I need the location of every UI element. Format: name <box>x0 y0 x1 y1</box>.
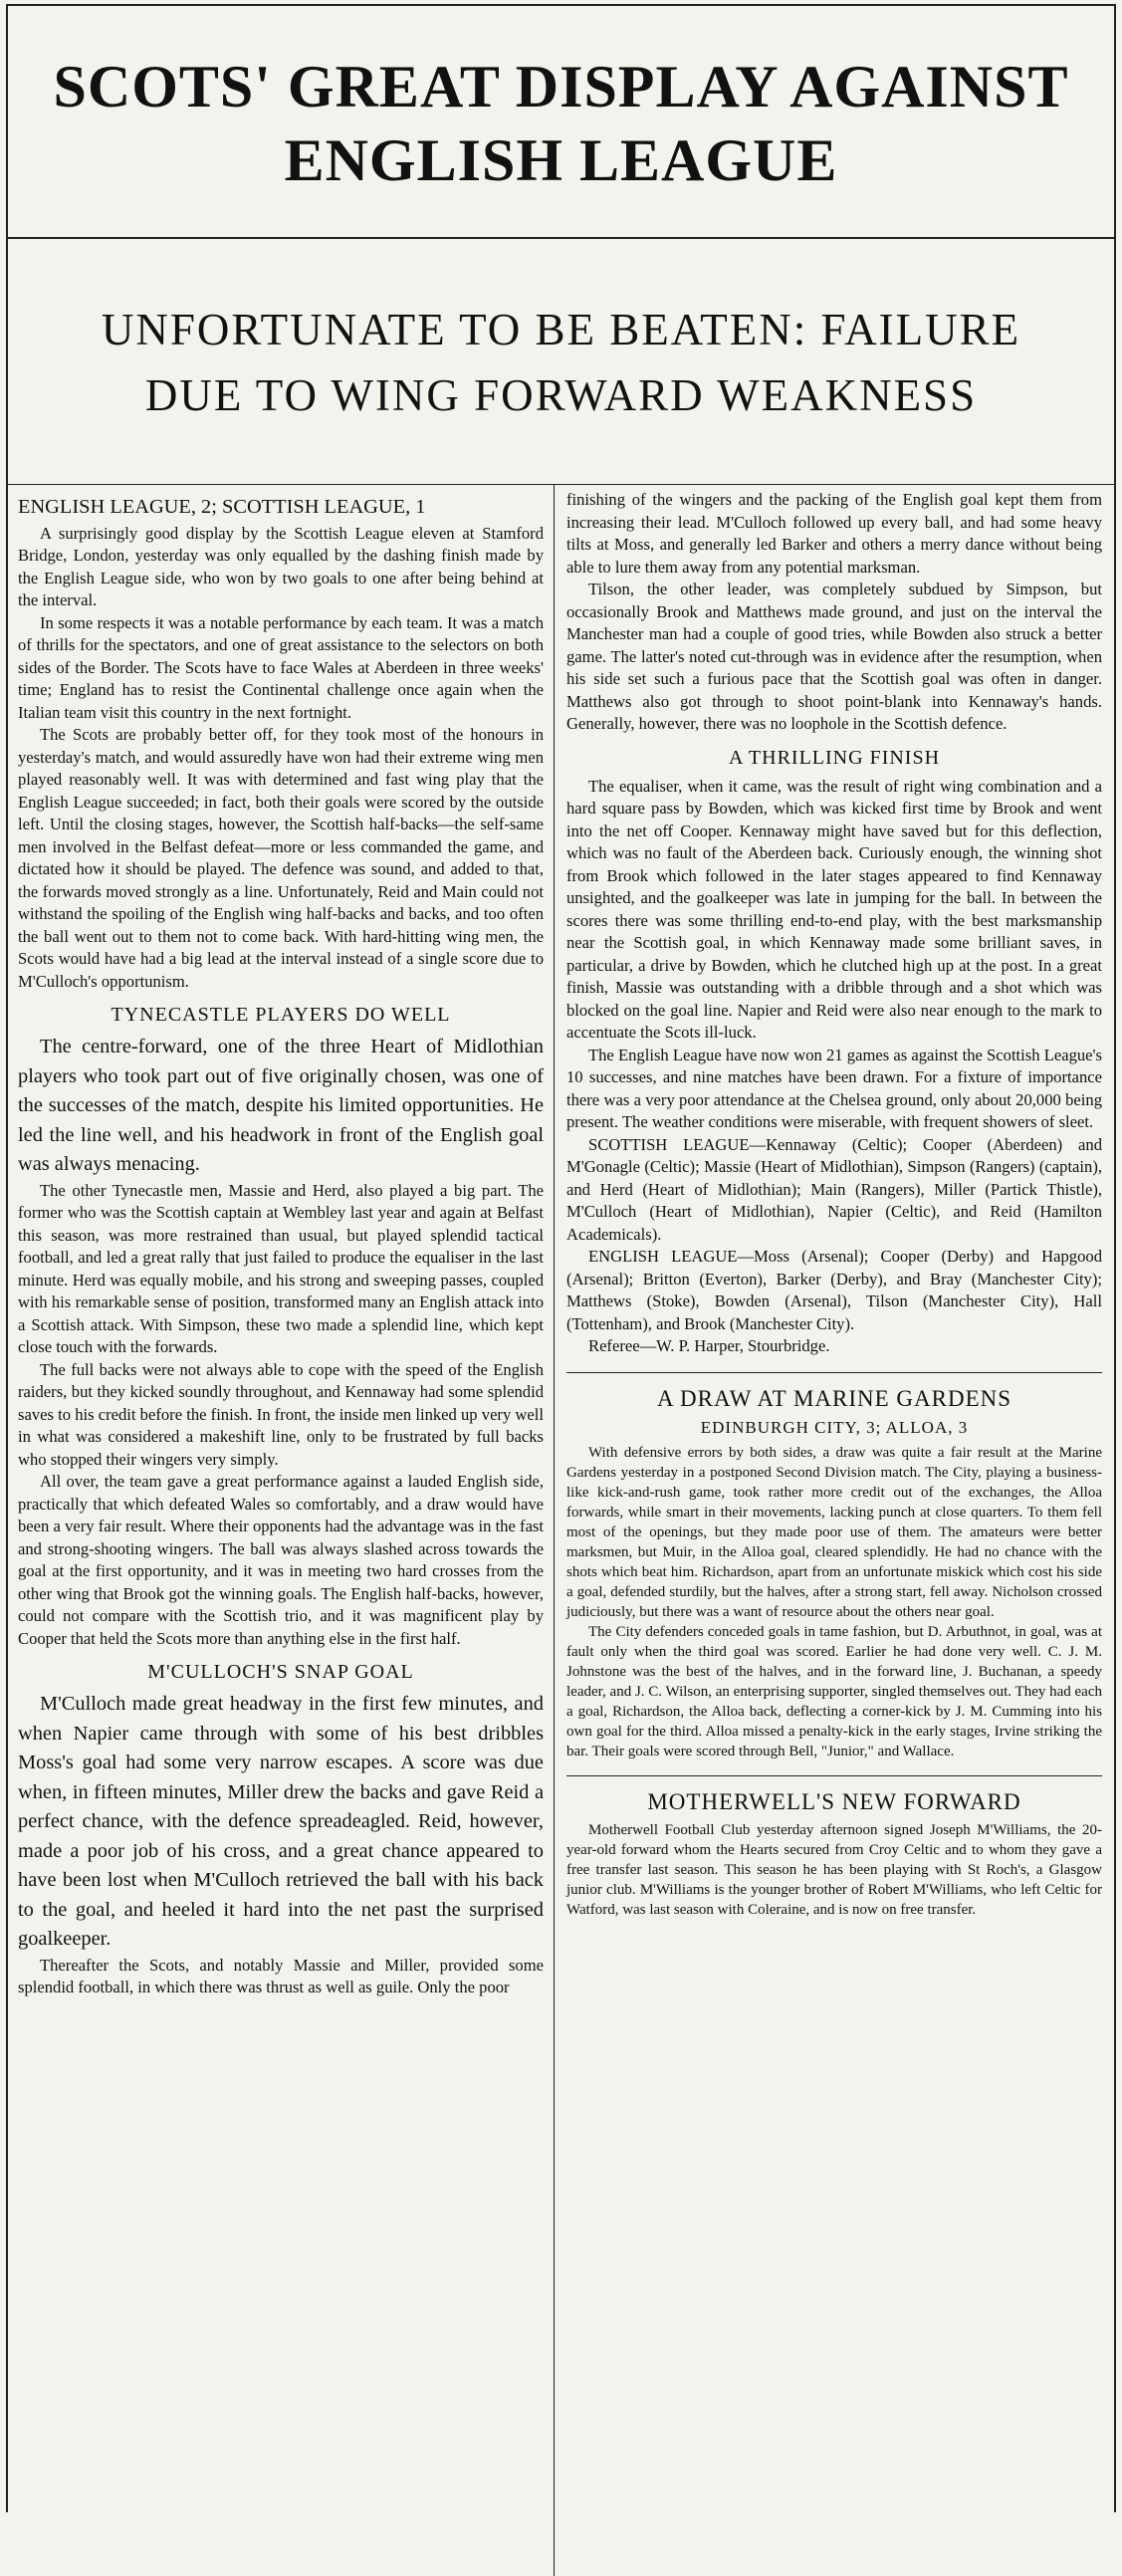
paragraph: The full backs were not always able to cope with the speed of the English raiders, but they kicked soundly throughout, and Kennaway had some splendid saves to his credit before the finish. In front, the inside men linked up very well in what was considered a makeshift line, only to be frustrated by full backs who stopped their wingers very simply. <box>18 1359 544 1469</box>
paragraph: The centre-forward, one of the three Heart of Midlothian players who took part out of five originally chosen, was one of the successes of the match, despite his limited opportunities. He led the line well, and his headwork in front of the English goal was always menacing. <box>18 1036 544 1175</box>
marine-gardens-body <box>566 1443 1102 1761</box>
team-lineup-english: ENGLISH LEAGUE—Moss (Arsenal); Cooper (Derby) and Hapgood (Arsenal); Britton (Everton), Barker (Derby), and Bray (Manchester City); Matthews (Stoke), Bowden (Arsenal), Tilson (Manchester City), Hall (Tottenham), and Brook (Manchester City). <box>566 1247 1102 1333</box>
paragraph: The equaliser, when it came, was the result of right wing combination and a hard square pass by Bowden, which was kicked first time by Brook and went into the net off Cooper. Kennaway might have saved but for this deflection, which was no fault of the Aberdeen back. Curiously enough, the winning shot from Brook which followed in the later stages appeared to find Kennaway unsighted, and the goalkeeper was late in jumping for the ball. In between the scores there was some thrilling end-to-end play, with the best marksmanship near the Scottish goal, in which Kennaway made some brilliant saves, in particular, a drive by Bowden, which he clutched high up at the post. In a great finish, Massie was outstanding with a dribble through and a shot which was blocked on the goal line. Napier and Reid were also near enough to the mark to accentuate the Scots ill-luck. <box>566 776 1102 1042</box>
result-line: ENGLISH LEAGUE, 2; SCOTTISH LEAGUE, 1 <box>18 496 426 518</box>
marine-gardens-result: EDINBURGH CITY, 3; ALLOA, 3 <box>700 1417 969 1437</box>
headline-line-2: ENGLISH LEAGUE <box>284 127 838 193</box>
section-heading-snap-goal: M'CULLOCH'S SNAP GOAL <box>147 1661 414 1683</box>
subheadline <box>8 297 1114 428</box>
article-divider <box>566 1372 1102 1373</box>
section-heading-thrilling-finish: A THRILLING FINISH <box>728 746 941 769</box>
main-headline <box>8 50 1114 197</box>
paragraph: A surprisingly good display by the Scottish League eleven at Stamford Bridge, London, yesterday was only equalled by the dashing finish made by the English League side, who won by two goals to one after being behind at the interval. <box>18 523 544 609</box>
paragraph: Motherwell Football Club yesterday afternoon signed Joseph M'Williams, the 20-year-old forward whom the Hearts secured from Croy Celtic and to whom they gave a free transfer last season. This season he has been playing with St Roch's, a Glasgow junior club. M'Williams is the younger brother of Robert M'Williams, who left Celtic for Watford, was last season with Coleraine, and is now on free transfer. <box>566 1821 1102 1918</box>
intro-paragraphs <box>18 523 544 994</box>
headline-rule <box>8 237 1114 239</box>
referee-line: Referee—W. P. Harper, Stourbridge. <box>588 1336 830 1355</box>
team-lineup-scottish: SCOTTISH LEAGUE—Kennaway (Celtic); Cooper (Aberdeen) and M'Gonagle (Celtic); Massie (Heart of Midlothian), Simpson (Rangers) (captain), and Herd (Heart of Midlothian); Main (Rangers), Miller (Partick Thistle), M'Culloch (Heart of Midlothian), Napier (Celtic), and Reid (Hamilton Academicals). <box>566 1134 1102 1244</box>
article-divider <box>566 1775 1102 1776</box>
section-heading-tynecastle: TYNECASTLE PLAYERS DO WELL <box>111 1004 451 1026</box>
paragraph: In some respects it was a notable performance by each team. It was a match of thrills for the spectators, and one of great assistance to the selectors on both sides of the Border. The Scots have to face Wales at Aberdeen in three weeks' time; England has to resist the Continental challenge once again when the Italian team visit this country in the next fortnight. <box>18 612 544 722</box>
paragraph: The other Tynecastle men, Massie and Herd, also played a big part. The former who was the Scottish captain at Wembley last year and again at Belfast this season, was more restrained than usual, but played splendid tactical football, and led a great rally that just failed to produce the equaliser in the last minute. Herd was equally mobile, and his strong and sweeping passes, coupled with his remarkable sense of position, transformed many an English attack into a Scottish attack. With Simpson, these two made a splendid line, which kept close touch with the forwards. <box>18 1180 544 1356</box>
tynecastle-paragraphs <box>18 1180 544 1651</box>
paragraph: The Scots are probably better off, for they took most of the honours in yesterday's match, and would assuredly have won had their extreme wing men played reasonably well. It was with determined and fast wing play that the English League succeeded; in fact, both their goals were scored by the outside left. Until the closing stages, however, the Scottish half-backs—the self-same men involved in the Belfast defeat—more or less commanded the game, and dictated how it should be played. The defence was sound, and added to that, the forwards moved strongly as a line. Unfortunately, Reid and Main could not withstand the spoiling of the English wing half-backs and backs, and too often the ball went out to them not to come back. With hard-hitting wing men, the Scots would have had a big lead at the interval instead of a single score due to M'Culloch's opportunism. <box>18 725 544 991</box>
newspaper-page <box>6 4 1116 2512</box>
marine-gardens-headline: A DRAW AT MARINE GARDENS <box>656 1385 1012 1411</box>
headline-line-1: SCOTS' GREAT DISPLAY AGAINST <box>53 54 1069 119</box>
right-column <box>554 485 1114 2576</box>
motherwell-headline: MOTHERWELL'S NEW FORWARD <box>647 1788 1021 1814</box>
snap-goal-paragraphs <box>18 1955 544 1999</box>
paragraph: M'Culloch made great headway in the first few minutes, and when Napier came through with some of his best dribbles Moss's goal had some very narrow escapes. A score was due when, in fifteen minutes, Miller drew the backs and gave Reid a perfect chance, with the defence spreadeagled. Reid, however, made a poor job of his cross, and a great chance appeared to have been lost when M'Culloch retrieved the ball with his back to the goal, and heeled it hard into the net past the surprised goalkeeper. <box>18 1693 544 1950</box>
paragraph: finishing of the wingers and the packing of the English goal kept them from increasing their lead. M'Culloch followed up every ball, and had some heavy tilts at Moss, and generally led Barker and others a merry dance without being able to lure them away from any potential marksman. <box>566 490 1102 577</box>
paragraph: Thereafter the Scots, and notably Massie and Miller, provided some splendid football, in which there was thrust as well as guile. Only the poor <box>18 1955 544 1996</box>
paragraph: Tilson, the other leader, was completely subdued by Simpson, but occasionally Brook and Matthews made ground, and just on the interval the Manchester man had a couple of good tries, while Bowden also struck a better game. The latter's noted cut-through was in evidence after the resumption, when his side set such a furious pace that the Scottish goal was often in danger. Matthews also got through to shoot point-blank into Kennaway's hands. Generally, however, there was no loophole in the Scottish defence. <box>566 580 1102 733</box>
paragraph: The English League have now won 21 games as against the Scottish League's 10 successes, and nine matches have been drawn. For a fixture of importance there was a very poor attendance at the Chelsea ground, only about 20,000 being present. The weather conditions were miserable, with frequent showers of sleet. <box>566 1045 1102 1131</box>
motherwell-body <box>566 1820 1102 1920</box>
subheadline-line-1: UNFORTUNATE TO BE BEATEN: FAILURE <box>101 305 1021 354</box>
paragraph: All over, the team gave a great performance against a lauded English side, practically that which defeated Wales so comfortably, and a draw would have been a very fair result. Where their opponents had the advantage was in the fast and strong-shooting wingers. The ball was always slashed across towards the goal at the first opportunity, and it was in meeting two hard crosses from the other wing that Brook got the winning goals. The English half-backs, however, could not compare with the Scottish trio, and it was magnificent play by Cooper that held the Scots more than anything else in the first half. <box>18 1472 544 1648</box>
paragraph: With defensive errors by both sides, a draw was quite a fair result at the Marine Gardens yesterday in a postponed Second Division match. The City, playing a business-like kick-and-rush game, took rather more credit out of the exchanges, the Alloa forwards, while smart in their movements, lacking punch at close quarters. To them fell most of the openings, but they made poor use of them. The amateurs were better marksmen, but Muir, in the Alloa goal, cleared splendidly. He had no chance with the shots which beat him. Richardson, apart from an unfortunate miskick which cost his side a goal, defended sturdily, but the halves, after a strong start, fell away. Nicholson crossed judiciously, but there was a want of resource about the others near goal. <box>566 1444 1102 1620</box>
left-column <box>8 485 554 2576</box>
subheadline-line-2: DUE TO WING FORWARD WEAKNESS <box>144 370 978 420</box>
article-columns <box>8 485 1114 2576</box>
paragraph: The City defenders conceded goals in tame fashion, but D. Arbuthnot, in goal, was at fault only when the third goal was scored. Earlier he had done very well. C. J. M. Johnstone was the best of the halves, and in the forward line, J. Buchanan, a speedy leader, and J. C. Wilson, an enterprising supporter, singled themselves out. They had each a goal, Richardson, the Alloa back, deflecting a corner-kick by J. M. Cumming into his own goal for the third. Alloa missed a penalty-kick in the early stages, Irvine striking the bar. Their goals were scored through Bell, "Junior," and Wallace. <box>566 1623 1102 1759</box>
